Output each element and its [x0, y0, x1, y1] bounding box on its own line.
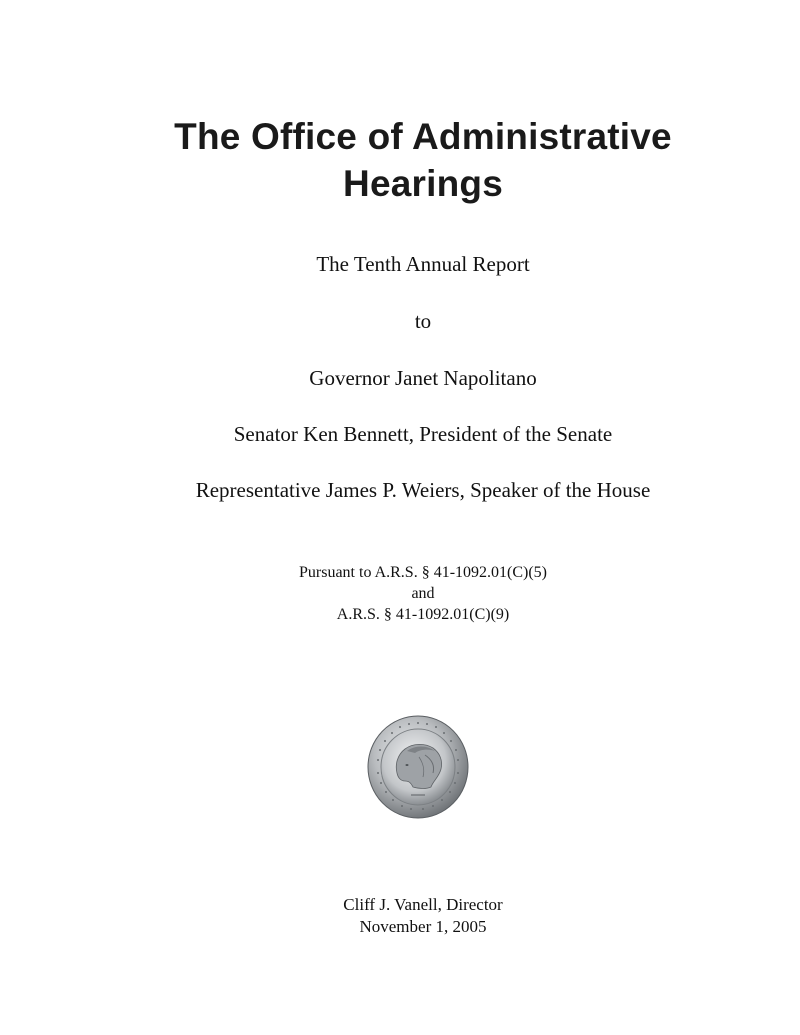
to-text: to [414, 309, 432, 333]
recipient-house: Representative James P. Weiers, Speaker of the House [195, 478, 651, 502]
report-date: November 1, 2005 [359, 917, 487, 936]
recipient-governor: Governor Janet Napolitano [309, 366, 537, 390]
recipient-senate: Senator Ken Bennett, President of the Senate [233, 422, 613, 446]
statute-line-2: A.R.S. § 41-1092.01(C)(9) [336, 606, 510, 623]
statute-line-1: Pursuant to A.R.S. § 41-1092.01(C)(5) [299, 564, 547, 581]
director-name: Cliff J. Vanell, Director [343, 895, 503, 914]
state-seal-icon [367, 715, 469, 819]
report-subtitle: The Tenth Annual Report [316, 252, 530, 276]
statute-and: and [411, 585, 435, 602]
title-line-2: Hearings [343, 163, 503, 204]
report-title [0, 113, 800, 207]
title-line-1: The Office of Administrative [174, 116, 672, 157]
